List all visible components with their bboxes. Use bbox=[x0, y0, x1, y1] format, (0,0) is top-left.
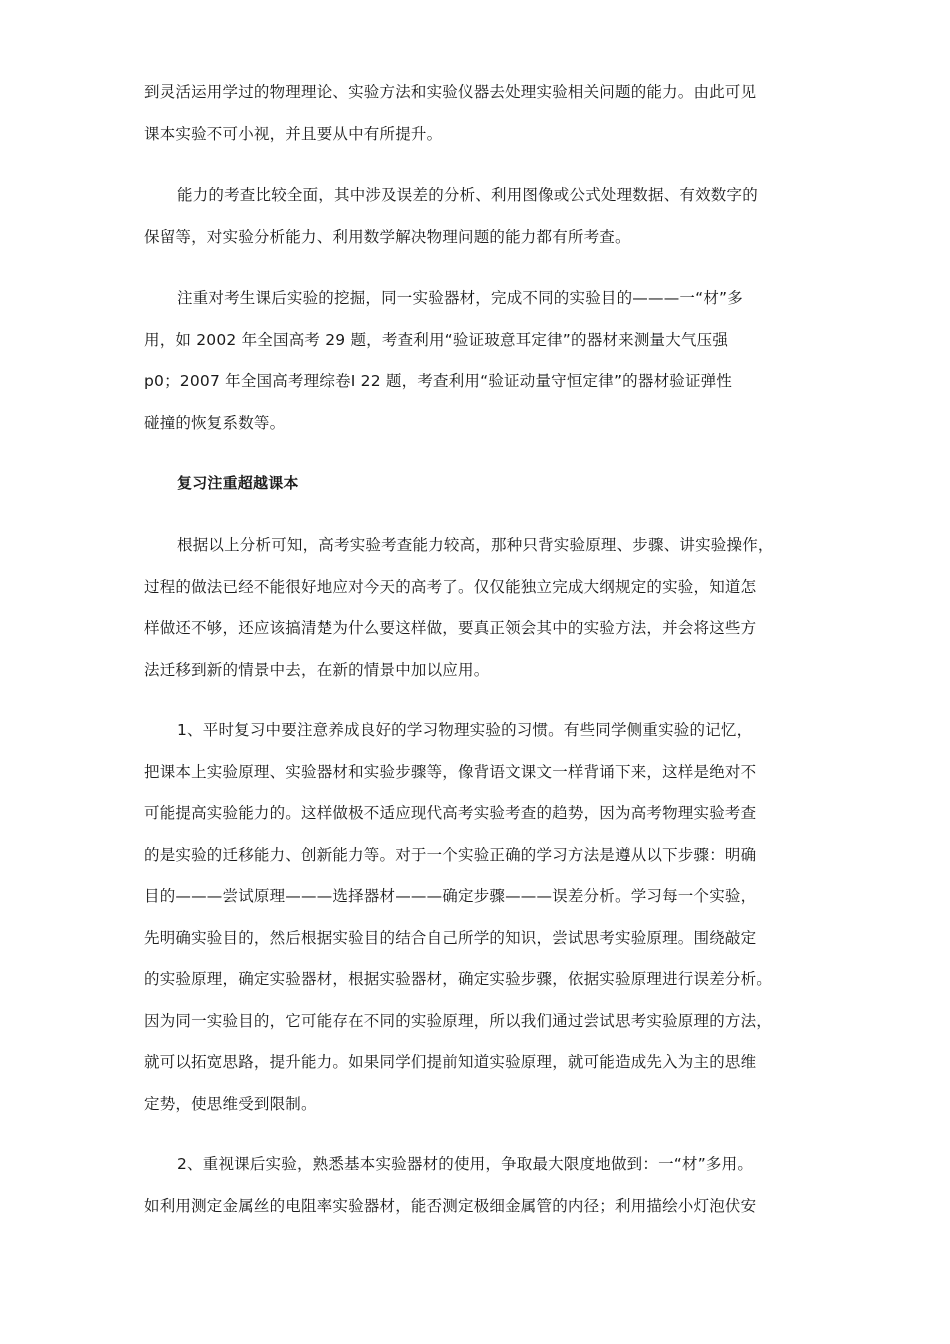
text-line: 碰撞的恢复系数等。 bbox=[144, 413, 286, 432]
text-line: 就可以拓宽思路，提升能力。如果同学们提前知道实验原理，就可能造成先入为主的思维 bbox=[144, 1053, 757, 1071]
paragraph-point-2 bbox=[144, 1144, 814, 1227]
text-line: 法迁移到新的情景中去，在新的情景中加以应用。 bbox=[144, 660, 490, 679]
text-line: 保留等，对实验分析能力、利用数学解决物理问题的能力都有所考查。 bbox=[144, 227, 631, 246]
text-line: 把课本上实验原理、实验器材和实验步骤等，像背语文课文一样背诵下来，这样是绝对不 bbox=[144, 762, 757, 781]
heading-text: 复习注重超越课本 bbox=[177, 474, 299, 492]
text-line: p0；2007 年全国高考理综卷Ⅰ 22 题，考查利用“验证动量守恒定律”的器材验证弹性 bbox=[144, 372, 733, 390]
text-line: 能力的考查比较全面，其中涉及误差的分析、利用图像或公式处理数据、有效数字的 bbox=[177, 186, 758, 204]
text-line: 到灵活运用学过的物理理论、实验方法和实验仪器去处理实验相关问题的能力。由此可见 bbox=[144, 83, 757, 101]
text-line: 样做还不够，还应该搞清楚为什么要这样做，要真正领会其中的实验方法，并会将这些方 bbox=[144, 619, 757, 637]
text-line: 定势，使思维受到限制。 bbox=[144, 1094, 317, 1113]
paragraph-continuation bbox=[144, 72, 814, 155]
text-line: 先明确实验目的，然后根据实验目的结合自己所学的知识，尝试思考实验原理。围绕敲定 bbox=[144, 928, 757, 947]
text-line: 用，如 2002 年全国高考 29 题，考查利用“验证玻意耳定律”的器材来测量大气压强 bbox=[144, 330, 729, 349]
text-line: 如利用测定金属丝的电阻率实验器材，能否测定极细金属管的内径；利用描绘小灯泡伏安 bbox=[144, 1196, 757, 1215]
paragraph-point-1 bbox=[144, 710, 814, 1125]
section-heading bbox=[144, 463, 814, 505]
text-line: 注重对考生课后实验的挖掘，同一实验器材，完成不同的实验目的———一“材”多 bbox=[177, 289, 743, 307]
text-line: 的实验原理，确定实验器材，根据实验器材，确定实验步骤，依据实验原理进行误差分析。 bbox=[144, 970, 773, 988]
paragraph-analysis-summary bbox=[144, 525, 814, 691]
paragraph-after-class-experiments bbox=[144, 278, 814, 444]
text-line: 1、平时复习中要注意养成良好的学习物理实验的习惯。有些同学侧重实验的记忆， bbox=[177, 721, 753, 739]
text-line: 过程的做法已经不能很好地应对今天的高考了。仅仅能独立完成大纲规定的实验，知道怎 bbox=[144, 577, 757, 596]
text-line: 可能提高实验能力的。这样做极不适应现代高考实验考查的趋势，因为高考物理实验考查 bbox=[144, 804, 757, 822]
text-line: 课本实验不可小视，并且要从中有所提升。 bbox=[144, 124, 443, 143]
text-line: 根据以上分析可知，高考实验考查能力较高，那种只背实验原理、步骤、讲实验操作， bbox=[177, 536, 774, 554]
paragraph-ability-assessment bbox=[144, 175, 814, 258]
text-line: 目的———尝试原理———选择器材———确定步骤———误差分析。学习每一个实验， bbox=[144, 887, 757, 905]
text-line: 的是实验的迁移能力、创新能力等。对于一个实验正确的学习方法是遵从以下步骤：明确 bbox=[144, 845, 757, 864]
text-line: 2、重视课后实验，熟悉基本实验器材的使用，争取最大限度地做到：一“材”多用。 bbox=[177, 1155, 754, 1173]
text-line: 因为同一实验目的，它可能存在不同的实验原理，所以我们通过尝试思考实验原理的方法， bbox=[144, 1011, 773, 1030]
